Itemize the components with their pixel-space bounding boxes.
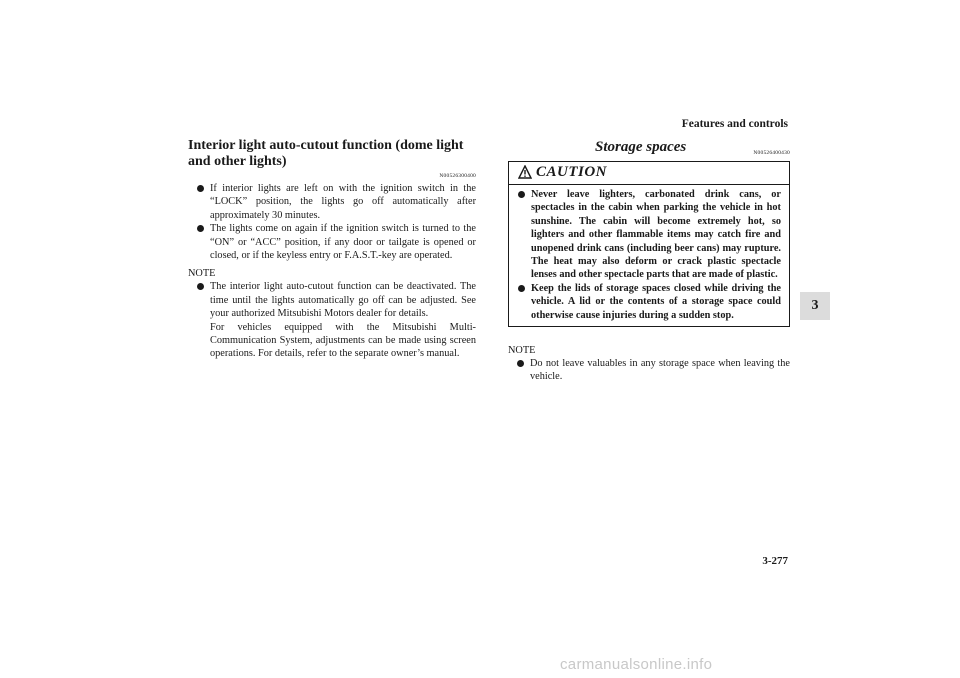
note-label: NOTE [188,268,216,280]
list-item-text: The lights come on again if the ignition switch is turned to the “ON” or “ACC” position, if any door or tailgate is opened or closed, or if the keyless entry or F.A.S.T.-key are operated. [210,223,476,262]
list-item-text: Never leave lighters, carbonated drink cans, or spectacles in the cabin when parking the vehicle in hot sunshine. The cabin will become extremely hot, so lighters and other flammable items may catch fire and unopened drink cans (including beer cans) may rupture. The heat may also deform or crack plastic spectacle lenses and other spectacle parts that are made of plastic. [531,189,781,281]
caution-header [509,162,789,185]
bullet-icon [518,191,525,198]
chapter-tab: 3 [800,292,830,320]
bullet-icon [197,225,204,232]
note-item-text: Do not leave valuables in any storage space when leaving the vehicle. [530,358,790,383]
section-heading: Storage spaces [595,139,687,155]
list-item [188,222,476,262]
note-item-extra: For vehicles equipped with the Mitsubishi Multi-Communication System, adjustments can be made using screen operations. For details, refer to the separate owner’s manual. [210,321,476,360]
note-item [508,357,790,384]
warning-triangle-icon [518,165,532,179]
watermark: carmanualsonline.info [560,656,713,673]
subsection-heading: Interior light auto-cutout function (dome light and other lights) [188,138,464,169]
note-item-text: The interior light auto-cutout function can be deactivated. The time until the lights automatically go off can be adjusted. See your authorized Mitsubishi Motors dealer for details. [210,281,476,320]
list-item [509,188,781,282]
list-item-text: Keep the lids of storage spaces closed while driving the vehicle. A lid or the contents of a storage space could otherwise cause injuries during a sudden stop. [531,282,781,321]
note-item [188,280,476,360]
section-title: Features and controls [681,118,788,130]
reference-code: N00526300400 [439,173,476,179]
reference-code: N00526400430 [753,150,790,156]
list-item-text: If interior lights are left on with the ignition switch in the “LOCK” position, the lights go off automatically after approximately 30 minutes. [210,183,476,221]
caution-body [509,185,789,326]
bullet-icon [518,285,525,292]
right-column [508,138,790,384]
bullet-icon [197,185,204,192]
page-number: 3-277 [762,555,788,567]
note-label: NOTE [508,345,536,357]
bullet-icon [197,283,204,290]
list-item [188,182,476,222]
bullet-icon [517,360,524,367]
caution-box [508,161,790,327]
left-column [188,138,476,361]
caution-title: CAUTION [536,164,608,180]
list-item [509,282,781,322]
